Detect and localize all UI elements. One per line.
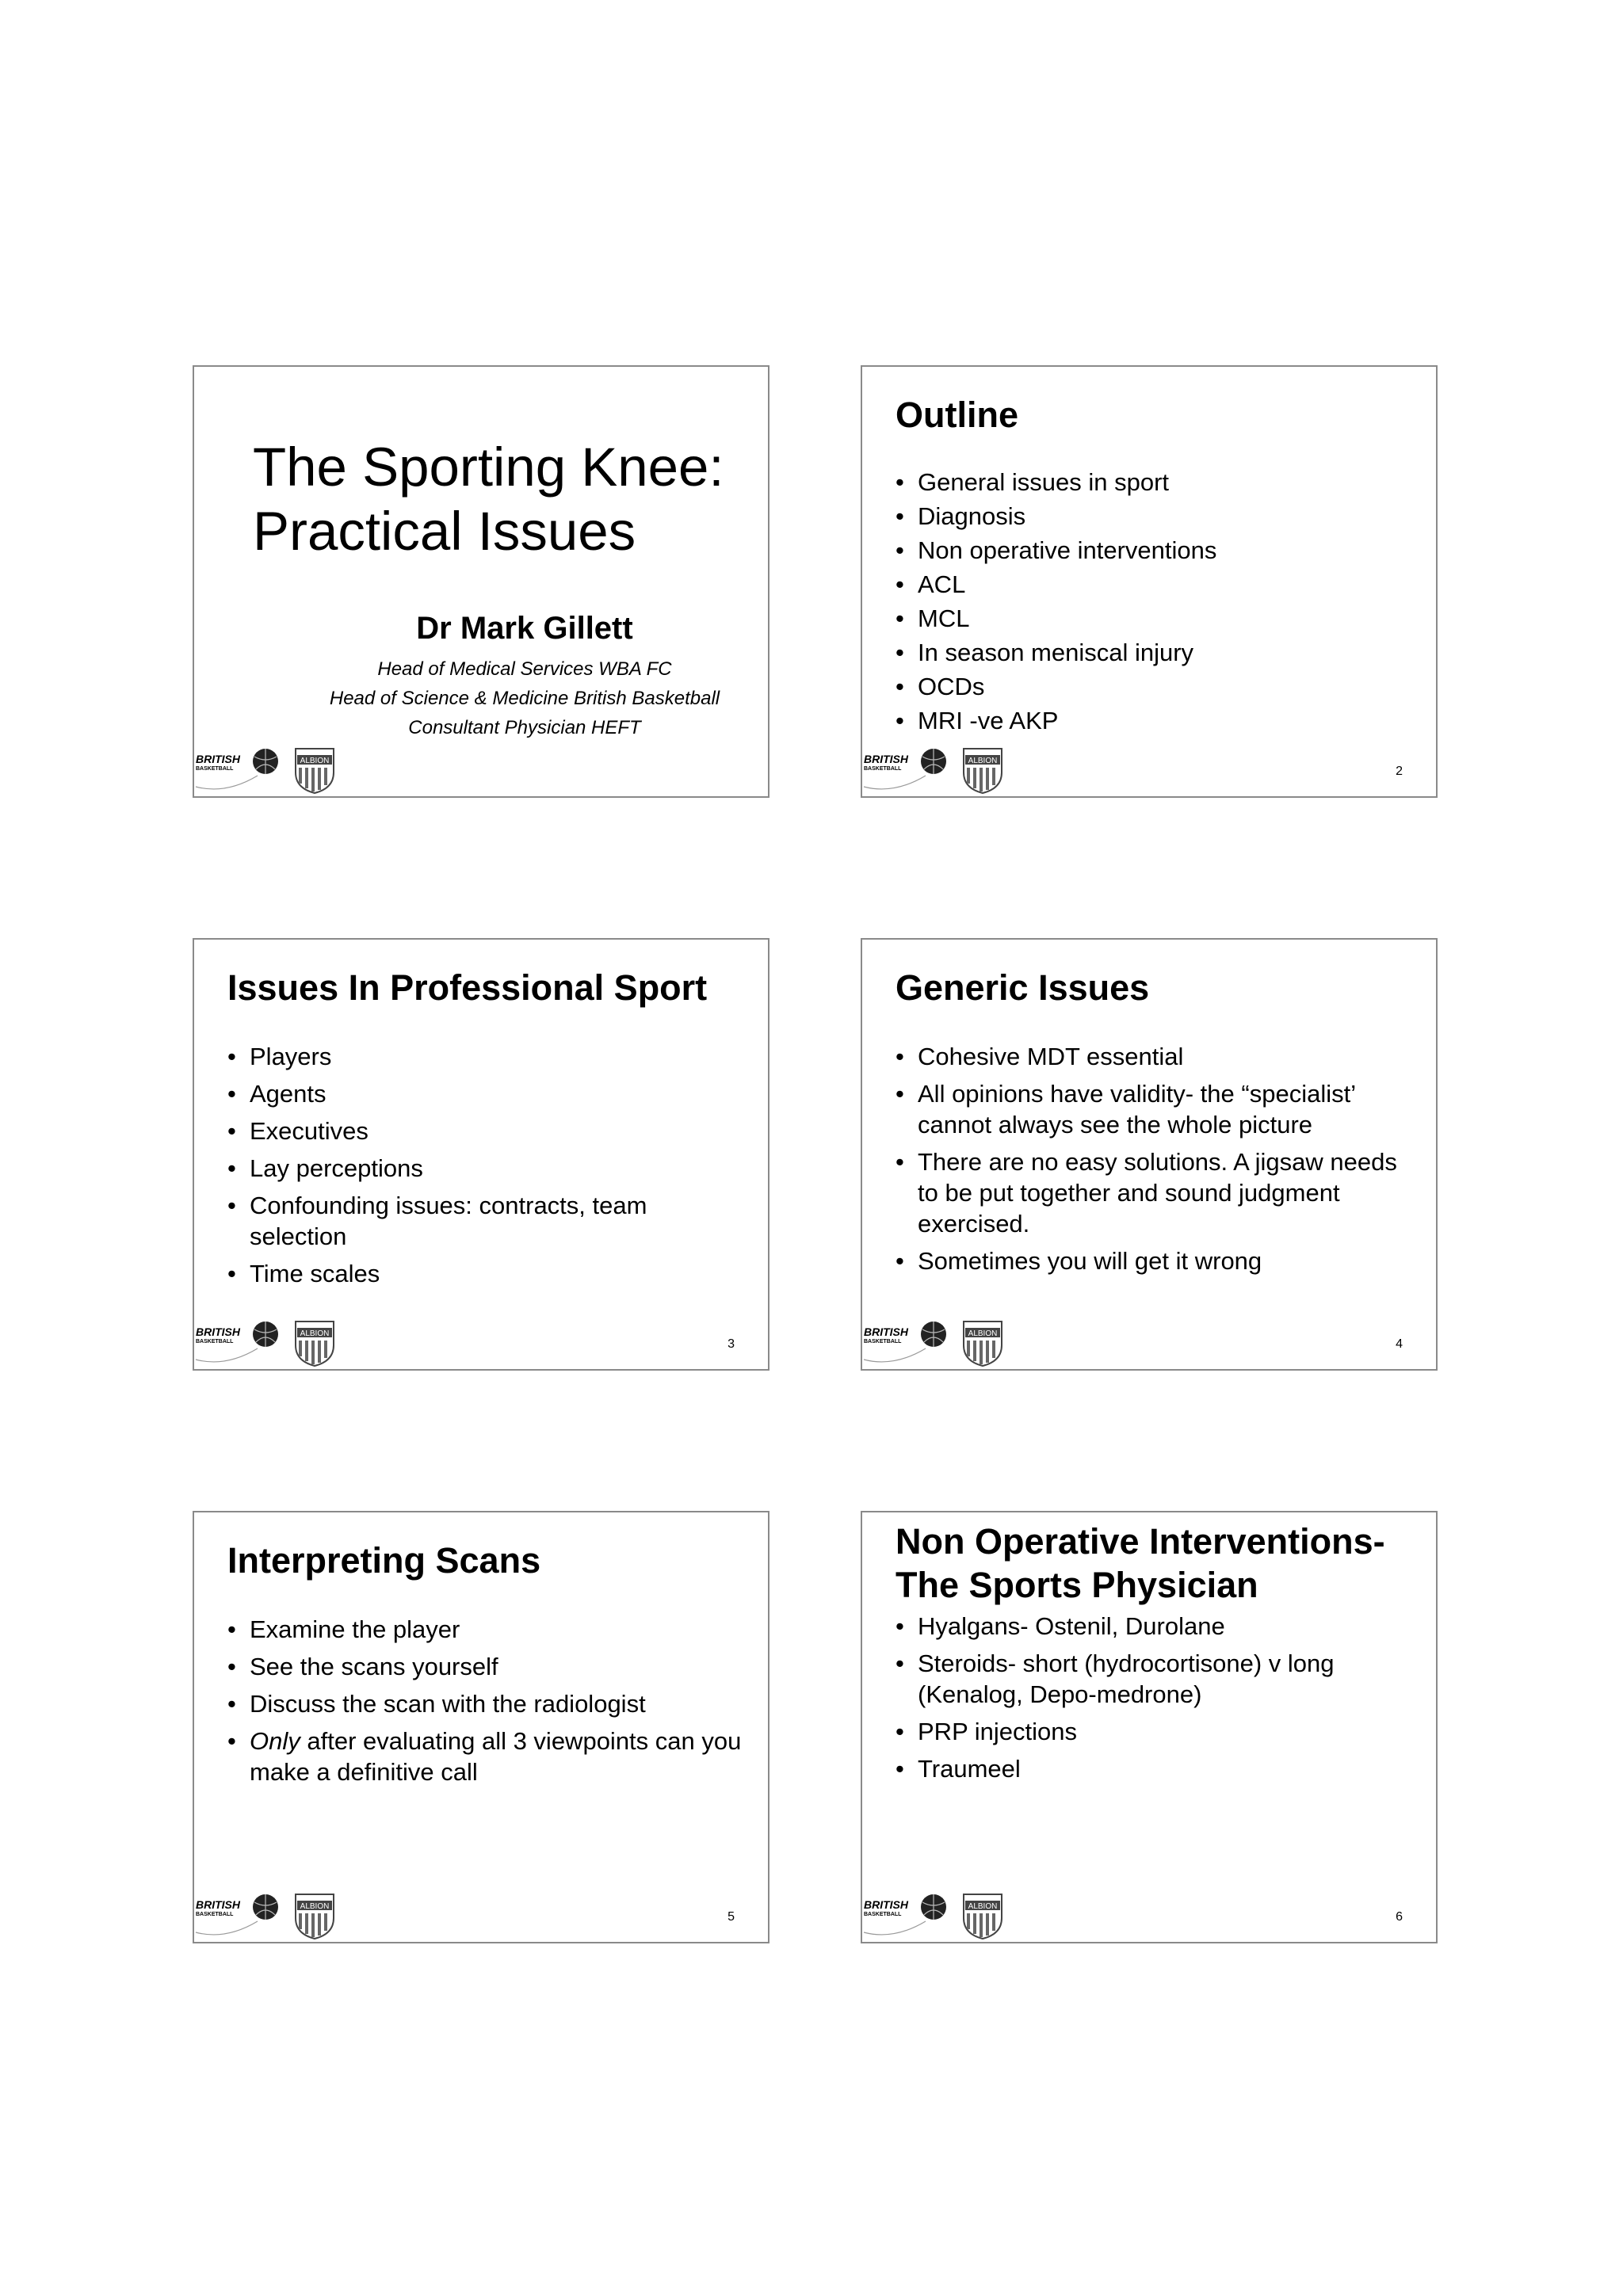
bullet-item: • Examine the player [227,1614,744,1645]
bullet-item: • Agents [227,1078,744,1109]
slide-number: 4 [1396,1337,1403,1351]
bullet-item: • Traumeel [896,1753,1412,1784]
svg-text:BASKETBALL: BASKETBALL [864,1912,902,1917]
british-basketball-logo [196,749,278,789]
bullet-item: • Hyalgans- Ostenil, Durolane [896,1611,1412,1642]
bullet-text: after evaluating all 3 viewpoints can you make a definitive call [250,1727,742,1786]
bullet-item: • Discuss the scan with the radiologist [227,1688,744,1719]
british-basketball-logo [864,749,946,789]
slide-3 [193,938,769,1371]
logos [862,1317,1005,1367]
slide-number: 3 [727,1337,735,1351]
slide-title [253,435,724,564]
svg-text:ALBION: ALBION [300,757,330,765]
british-basketball-logo [196,1894,278,1935]
albion-crest-logo [296,1322,334,1366]
bullet-list [896,467,1412,739]
svg-text:ALBION: ALBION [968,757,998,765]
svg-text:BASKETBALL: BASKETBALL [196,1339,234,1344]
bullet-item: • Diagnosis [896,501,1412,532]
bullet-item: • MCL [896,603,1412,634]
albion-crest-logo [296,749,334,793]
svg-text:BRITISH: BRITISH [196,753,240,765]
author-name: Dr Mark Gillett [416,611,633,646]
british-basketball-logo [864,1894,946,1935]
bullet-item: • All opinions have validity- the “specialist’ cannot always see the whole picture [896,1078,1412,1140]
bullet-list [227,1614,744,1794]
bullet-item: • OCDs [896,671,1412,702]
bullet-item: • Confounding issues: contracts, team selection [227,1190,744,1252]
bullet-item: • PRP injections [896,1716,1412,1747]
bullet-item: • In season meniscal injury [896,637,1412,668]
title-line-1: Non Operative Interventions- [896,1521,1385,1562]
bullet-item: • ACL [896,569,1412,600]
slide-5 [193,1511,769,1943]
svg-text:BASKETBALL: BASKETBALL [864,1339,902,1344]
slide-title: Interpreting Scans [227,1540,541,1581]
slide-title: Generic Issues [896,967,1150,1008]
slide-title: Outline [896,395,1018,435]
slide-number: 2 [1396,765,1403,778]
svg-text:BRITISH: BRITISH [864,1325,908,1338]
albion-crest-logo [964,749,1002,793]
bullet-item: • Time scales [227,1258,744,1289]
bullet-item: • Executives [227,1116,744,1146]
bullet-item: • There are no easy solutions. A jigsaw needs to be put together and sound judgment exercised. [896,1146,1412,1239]
bullet-item: • MRI -ve AKP [896,705,1412,736]
bullet-item: • Players [227,1041,744,1072]
svg-text:BRITISH: BRITISH [864,753,908,765]
bullet-item: • General issues in sport [896,467,1412,498]
title-line-2: Practical Issues [253,501,636,563]
bullet-item [227,1726,744,1787]
british-basketball-logo [196,1322,278,1362]
slide-1 [193,365,769,798]
svg-text:ALBION: ALBION [300,1329,330,1338]
title-line-1: The Sporting Knee: [253,437,724,498]
author-block [194,611,768,742]
logos [194,744,337,795]
albion-crest-logo [296,1894,334,1939]
bullet-item: • Cohesive MDT essential [896,1041,1412,1072]
logos [194,1890,337,1940]
slide-title [896,1520,1385,1608]
logos [194,1317,337,1367]
bullet-item: • Lay perceptions [227,1153,744,1184]
author-role: Head of Science & Medicine British Basketball [329,688,720,709]
svg-text:BASKETBALL: BASKETBALL [196,766,234,772]
logos [862,744,1005,795]
slide-title: Issues In Professional Sport [227,967,708,1008]
bullet-item: • See the scans yourself [227,1651,744,1682]
bullet-list [896,1041,1412,1283]
bullet-emphasis: Only [250,1727,300,1755]
svg-text:BASKETBALL: BASKETBALL [864,766,902,772]
svg-text:ALBION: ALBION [968,1902,998,1911]
albion-crest-logo [964,1322,1002,1366]
bullet-list [227,1041,744,1295]
slide-2 [861,365,1438,798]
albion-crest-logo [964,1894,1002,1939]
author-role: Consultant Physician HEFT [408,717,641,738]
svg-text:ALBION: ALBION [300,1902,330,1911]
author-role: Head of Medical Services WBA FC [377,658,672,680]
bullet-item: • Sometimes you will get it wrong [896,1245,1412,1276]
bullet-list [896,1611,1412,1791]
bullet-item: • Steroids- short (hydrocortisone) v long (Kenalog, Depo-medrone) [896,1648,1412,1710]
slide-4 [861,938,1438,1371]
svg-text:BRITISH: BRITISH [196,1325,240,1338]
svg-text:ALBION: ALBION [968,1329,998,1338]
bullet-item: • Non operative interventions [896,535,1412,566]
logos [862,1890,1005,1940]
svg-text:BRITISH: BRITISH [196,1898,240,1911]
slide-number: 6 [1396,1910,1403,1924]
svg-text:BRITISH: BRITISH [864,1898,908,1911]
slide-6 [861,1511,1438,1943]
slide-number: 5 [727,1910,735,1924]
british-basketball-logo [864,1322,946,1362]
title-line-2: The Sports Physician [896,1564,1258,1605]
svg-text:BASKETBALL: BASKETBALL [196,1912,234,1917]
